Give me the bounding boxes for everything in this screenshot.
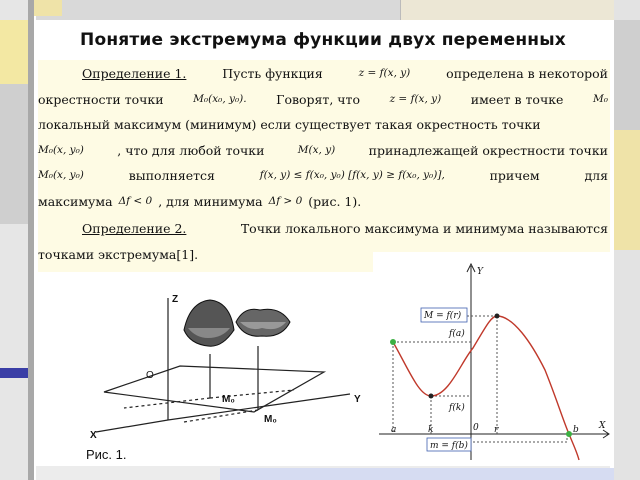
label-m0-a: M₀ [222, 394, 235, 405]
slide-title: Понятие экстремума функции двух переменных [80, 30, 566, 50]
point-b [566, 431, 572, 437]
label-graph-x: X [599, 421, 606, 431]
label-m0-b: M₀ [264, 414, 277, 425]
figure-caption: Рис. 1. [86, 447, 127, 462]
max-surface [184, 300, 234, 346]
label-max: M = f(r) [424, 311, 462, 321]
label-y: Y [354, 394, 361, 405]
label-x: X [90, 430, 97, 441]
definition2-label: Определение 2. [82, 221, 187, 237]
domain-plane [104, 366, 324, 412]
def1-text: локальный максимум (минимум) если существует такая окрестность точки [38, 117, 541, 133]
formula-m: M(x, y) [297, 143, 336, 156]
definition1-label: Определение 1. [82, 66, 187, 82]
def1-line-3 [38, 112, 608, 138]
formula-z: z = f(x, y) [389, 92, 442, 105]
def2-line-1 [38, 216, 608, 242]
def1-text: принадлежащей окрестности точки [368, 142, 608, 158]
formula-m0: M₀(x₀, y₀). [193, 92, 247, 105]
def1-text: (рис. 1). [308, 193, 362, 209]
deco-top-left-square [30, 0, 62, 16]
deco-right-gray [614, 20, 640, 130]
formula-m0: M₀(x, y₀) [38, 143, 84, 156]
def1-line-2 [38, 87, 608, 113]
deco-left-gray [0, 84, 28, 224]
def1-text: окрестности точки [38, 91, 164, 107]
formula-delta-pos: Δf > 0 [268, 194, 303, 207]
label-o: O [146, 370, 154, 381]
x-axis [96, 420, 168, 432]
tick-r: r [494, 425, 499, 435]
tick-a: a [391, 425, 397, 435]
deco-left-blue [0, 368, 28, 378]
formula-z: z = f(x, y) [358, 67, 411, 80]
function-curve [393, 316, 579, 460]
def1-line-6 [38, 189, 608, 215]
def1-text: , что для любой точки [117, 142, 265, 158]
def1-text: Говорят, что [276, 91, 360, 107]
def1-text: максимума [38, 193, 113, 209]
def1-text: определена в некоторой [446, 66, 608, 82]
formula-m0: M₀ [592, 92, 608, 105]
point-r [495, 314, 500, 319]
label-min: m = f(b) [430, 441, 468, 451]
def1-text: Пусть функция [222, 66, 323, 82]
def1-line-1 [38, 61, 608, 87]
formula-inequality: f(x, y) ≤ f(x₀, y₀) [f(x, y) ≥ f(x₀, y₀)], [259, 169, 445, 182]
label-graph-y: Y [477, 267, 483, 277]
def1-text: выполняется [128, 168, 215, 184]
definition-text-block [38, 60, 610, 272]
y-axis [168, 394, 350, 420]
deco-left-yellow [0, 20, 28, 84]
label-fa: f(a) [449, 329, 465, 339]
def2-text: точками экстремума[1]. [38, 246, 199, 262]
formula-delta-neg: Δf < 0 [118, 194, 153, 207]
tick-b: b [573, 425, 579, 435]
extremum-3d-figure [84, 282, 374, 462]
extremum-graph-figure [373, 252, 613, 464]
formula-m0: M₀(x, y₀) [38, 169, 84, 182]
tick-k: k [428, 425, 434, 435]
point-k [429, 394, 434, 399]
point-a [390, 339, 396, 345]
def1-text: , для минимума [158, 193, 263, 209]
deco-bottom-blue [220, 468, 614, 480]
deco-right-yellow [614, 130, 640, 250]
label-z: Z [172, 294, 179, 305]
def1-text: для [584, 168, 608, 184]
def2-text: Точки локального максимума и минимума называются [240, 221, 608, 237]
definition1-paragraph [38, 61, 608, 214]
label-fk: f(k) [449, 403, 465, 413]
def1-text: имеет в точке [470, 91, 564, 107]
def1-line-4 [38, 138, 608, 164]
deco-left-stripe [28, 0, 34, 480]
def1-text: причем [489, 168, 540, 184]
deco-top-right-block [400, 0, 615, 20]
tick-zero: 0 [473, 423, 479, 433]
def1-line-5 [38, 163, 608, 189]
